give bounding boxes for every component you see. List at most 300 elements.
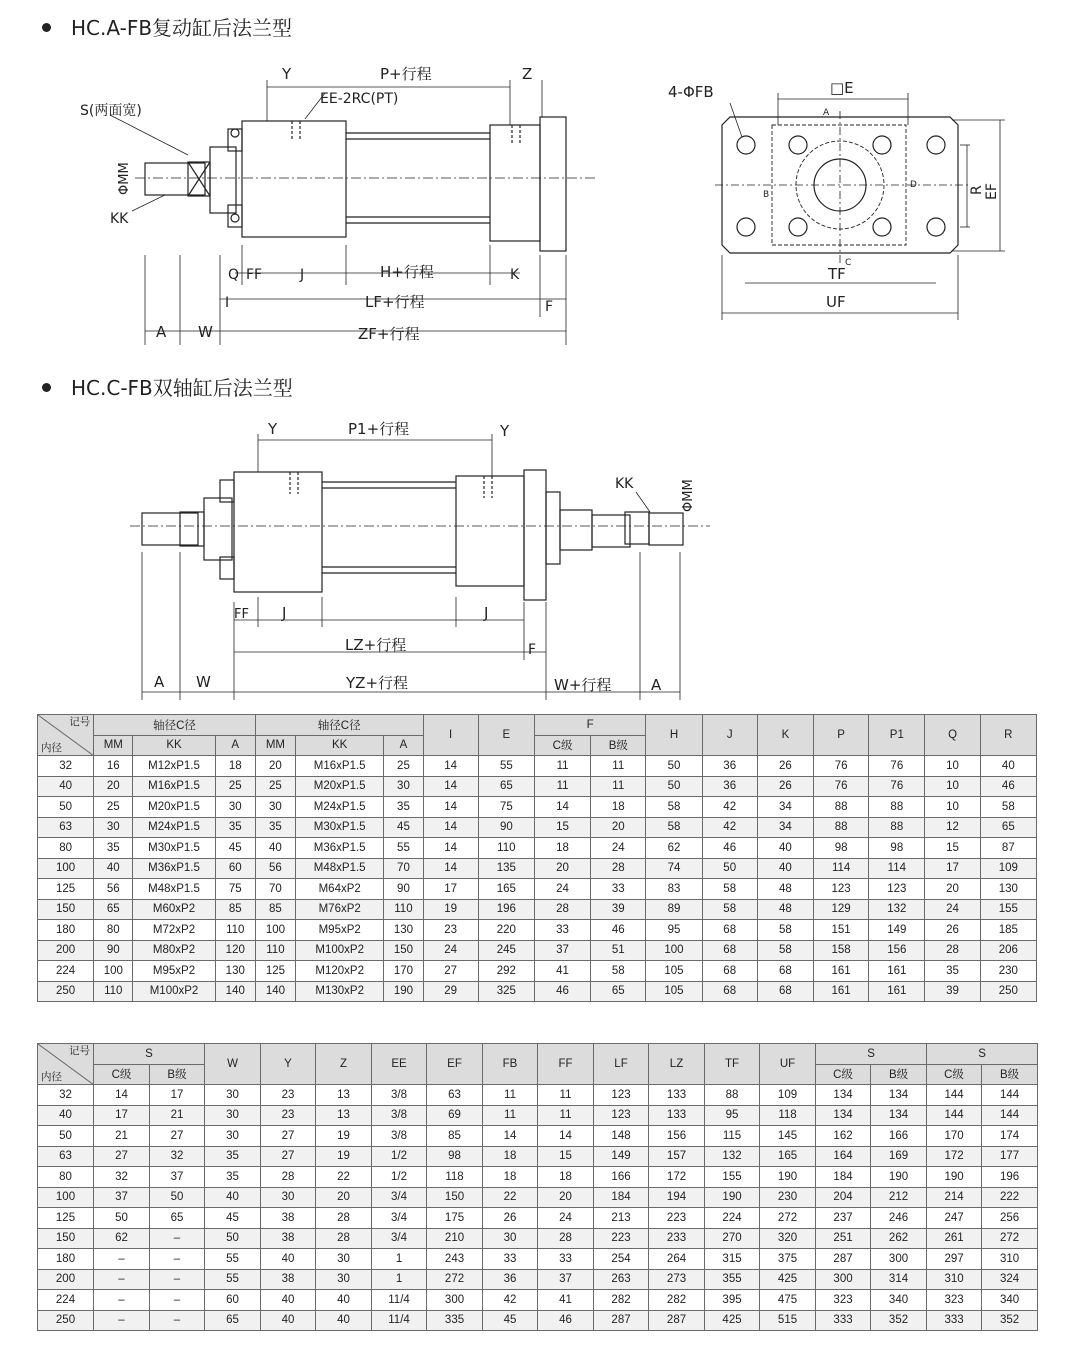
header-kk2: KK <box>296 735 384 756</box>
header-s2: S <box>816 1044 927 1065</box>
table-cell: 149 <box>594 1146 649 1167</box>
table-row <box>38 1167 1038 1188</box>
header-shaft-c2: 轴径C径 <box>255 715 423 736</box>
table-cell: 58 <box>702 899 757 920</box>
table-cell: 11 <box>483 1105 538 1126</box>
dim-ff: FF <box>246 267 263 283</box>
table-cell: M12xP1.5 <box>133 756 215 777</box>
port-a-label: A <box>823 108 830 118</box>
table-cell: – <box>94 1269 150 1290</box>
table-cell: 20 <box>538 1187 594 1208</box>
header-h: H <box>646 715 702 756</box>
table-cell: 11 <box>534 756 590 777</box>
table-cell: 35 <box>205 1167 261 1188</box>
table-cell: 87 <box>980 838 1036 859</box>
port-d-label: D <box>910 180 917 190</box>
table-cell: M76xP2 <box>296 899 384 920</box>
table-cell: 69 <box>427 1105 483 1126</box>
table-cell: 20 <box>316 1187 372 1208</box>
table-row <box>38 1187 1038 1208</box>
table-cell: 150 <box>38 899 94 920</box>
table-cell: M100xP2 <box>296 940 384 961</box>
table-cell: 30 <box>215 797 255 818</box>
table-cell: 110 <box>215 920 255 941</box>
table-cell: M80xP2 <box>133 940 215 961</box>
table-cell: 25 <box>255 776 295 797</box>
table-cell: 85 <box>255 899 295 920</box>
table-cell: 150 <box>427 1187 483 1208</box>
table-cell: 180 <box>38 1249 94 1270</box>
table-cell: 13 <box>316 1105 372 1126</box>
table-cell: 18 <box>483 1146 538 1167</box>
table-row <box>38 940 1037 961</box>
dim-yz: YZ+行程 <box>346 674 409 692</box>
table-cell: 37 <box>538 1269 594 1290</box>
table-2-body <box>38 1085 1038 1331</box>
table-cell: 14 <box>423 817 478 838</box>
table-cell: 38 <box>261 1228 316 1249</box>
table-cell: 11/4 <box>372 1310 427 1331</box>
header-s-c: C级 <box>94 1064 150 1085</box>
table-cell: 33 <box>591 879 646 900</box>
table-cell: 28 <box>925 940 980 961</box>
table-cell: 27 <box>94 1146 150 1167</box>
table-cell: 22 <box>483 1187 538 1208</box>
table-cell: 200 <box>38 1269 94 1290</box>
table-cell: 130 <box>215 961 255 982</box>
table-cell: 58 <box>757 940 813 961</box>
table-cell: 35 <box>925 961 980 982</box>
table-cell: 20 <box>591 817 646 838</box>
table-cell: 30 <box>205 1105 261 1126</box>
table-cell: 270 <box>705 1228 760 1249</box>
table-cell: 90 <box>478 817 534 838</box>
table-cell: 30 <box>94 817 133 838</box>
table-row <box>38 797 1037 818</box>
table-cell: 100 <box>646 940 702 961</box>
table-cell: 100 <box>94 961 133 982</box>
dim-lf: LF+行程 <box>365 293 425 311</box>
table-cell: 46 <box>702 838 757 859</box>
table-cell: 33 <box>538 1249 594 1270</box>
table-cell: 18 <box>538 1167 594 1188</box>
table-cell: 340 <box>871 1290 927 1311</box>
dim-mm: ΦMM <box>117 162 132 195</box>
table-cell: 196 <box>478 899 534 920</box>
dim-f: F <box>545 299 554 315</box>
table-cell: 333 <box>927 1310 982 1331</box>
table-row <box>38 1146 1038 1167</box>
dim-j-left: J <box>282 604 287 622</box>
dim-f: F <box>528 642 537 658</box>
table-row <box>38 1208 1038 1229</box>
table-cell: M24xP1.5 <box>133 817 215 838</box>
table-cell: 212 <box>871 1187 927 1208</box>
table-cell: 262 <box>871 1228 927 1249</box>
table-cell: 15 <box>534 817 590 838</box>
table-cell: 161 <box>869 981 925 1002</box>
table-cell: 120 <box>215 940 255 961</box>
table-cell: 3/8 <box>372 1085 427 1106</box>
dim-ee: EE-2RC(PT) <box>320 91 399 107</box>
table-cell: 144 <box>927 1105 982 1126</box>
table-cell: 74 <box>646 858 702 879</box>
table-cell: 395 <box>705 1290 760 1311</box>
table-cell: 28 <box>316 1228 372 1249</box>
header-s3-b: B级 <box>982 1064 1038 1085</box>
dimension-table-1 <box>37 714 1037 1002</box>
table-cell: 210 <box>427 1228 483 1249</box>
table-cell: – <box>150 1249 205 1270</box>
table-cell: 18 <box>534 838 590 859</box>
dim-mm: ΦMM <box>681 479 696 512</box>
table-cell: M95xP2 <box>133 961 215 982</box>
table-cell: 243 <box>427 1249 483 1270</box>
table-cell: 190 <box>760 1167 816 1188</box>
port-b-label: B <box>763 190 770 200</box>
table-cell: 165 <box>760 1146 816 1167</box>
table-cell: 88 <box>705 1085 760 1106</box>
table-cell: 133 <box>649 1085 705 1106</box>
table-cell: 45 <box>205 1208 261 1229</box>
dim-a-left: A <box>154 673 165 691</box>
dimension-table-2 <box>37 1043 1038 1331</box>
dim-ff: FF <box>234 607 249 622</box>
table-cell: 36 <box>483 1269 538 1290</box>
table-cell: 206 <box>980 940 1036 961</box>
table-cell: 245 <box>478 940 534 961</box>
table-cell: 48 <box>757 879 813 900</box>
table-cell: 300 <box>816 1269 871 1290</box>
table-cell: 88 <box>869 817 925 838</box>
header-r: R <box>980 715 1036 756</box>
dim-k: K <box>510 267 520 283</box>
table-cell: 10 <box>925 756 980 777</box>
dim-z: Z <box>522 65 533 83</box>
table-cell: 45 <box>215 838 255 859</box>
table-cell: 134 <box>871 1085 927 1106</box>
table-cell: – <box>94 1249 150 1270</box>
table-cell: 50 <box>702 858 757 879</box>
table-cell: 263 <box>594 1269 649 1290</box>
table-cell: 1 <box>372 1269 427 1290</box>
dim-j: J <box>300 267 305 283</box>
table-cell: 65 <box>205 1310 261 1331</box>
header-a2: A <box>384 735 423 756</box>
table-cell: 196 <box>982 1167 1038 1188</box>
table-cell: 58 <box>980 797 1036 818</box>
table-cell: 50 <box>646 776 702 797</box>
table-cell: 425 <box>760 1269 816 1290</box>
table-cell: 174 <box>982 1126 1038 1147</box>
table-cell: 250 <box>980 981 1036 1002</box>
header-f: F <box>534 715 645 736</box>
section-title-1 <box>42 12 292 41</box>
table-cell: 224 <box>38 1290 94 1311</box>
table-cell: 45 <box>384 817 423 838</box>
header-ef: EF <box>427 1044 483 1085</box>
table-row <box>38 1249 1038 1270</box>
table-cell: – <box>94 1290 150 1311</box>
table-cell: 75 <box>215 879 255 900</box>
table-cell: M16xP1.5 <box>133 776 215 797</box>
table-cell: 352 <box>871 1310 927 1331</box>
table-cell: 250 <box>38 1310 94 1331</box>
table-cell: 14 <box>534 797 590 818</box>
table-cell: 30 <box>384 776 423 797</box>
table-cell: 156 <box>649 1126 705 1147</box>
table-cell: 55 <box>478 756 534 777</box>
table-cell: 29 <box>423 981 478 1002</box>
table-cell: M36xP1.5 <box>296 838 384 859</box>
table-cell: 55 <box>205 1269 261 1290</box>
table-cell: 300 <box>427 1290 483 1311</box>
table-cell: 223 <box>649 1208 705 1229</box>
flange-end-view-drawing <box>660 75 1010 325</box>
table-cell: 40 <box>980 756 1036 777</box>
table-cell: 24 <box>423 940 478 961</box>
table-cell: 155 <box>980 899 1036 920</box>
table-cell: 35 <box>205 1146 261 1167</box>
table-cell: M36xP1.5 <box>133 858 215 879</box>
table-cell: 56 <box>94 879 133 900</box>
table-row <box>38 1105 1038 1126</box>
table-cell: 32 <box>38 1085 94 1106</box>
table-cell: 115 <box>705 1126 760 1147</box>
table-cell: 184 <box>816 1167 871 1188</box>
table-cell: 144 <box>982 1085 1038 1106</box>
table-cell: 150 <box>38 1228 94 1249</box>
table-cell: 132 <box>705 1146 760 1167</box>
table-cell: 88 <box>814 817 869 838</box>
table-cell: 315 <box>705 1249 760 1270</box>
table-cell: 50 <box>38 1126 94 1147</box>
table-row <box>38 1228 1038 1249</box>
dim-lz: LZ+行程 <box>345 636 407 654</box>
table-cell: 125 <box>38 1208 94 1229</box>
table-cell: 134 <box>816 1085 871 1106</box>
table-cell: 340 <box>982 1290 1038 1311</box>
table-cell: 273 <box>649 1269 705 1290</box>
table-cell: 76 <box>869 776 925 797</box>
table-cell: 20 <box>255 756 295 777</box>
header-e: E <box>478 715 534 756</box>
table-cell: 76 <box>814 756 869 777</box>
table-cell: 80 <box>38 1167 94 1188</box>
table-cell: 24 <box>534 879 590 900</box>
table-cell: 300 <box>871 1249 927 1270</box>
table-cell: 10 <box>925 797 980 818</box>
table-cell: M16xP1.5 <box>296 756 384 777</box>
table-cell: 109 <box>980 858 1036 879</box>
dim-zf: ZF+行程 <box>358 325 420 343</box>
dim-p1: P1+行程 <box>348 420 410 438</box>
table-cell: 110 <box>384 899 423 920</box>
table-cell: 19 <box>316 1146 372 1167</box>
table-cell: 39 <box>925 981 980 1002</box>
table-cell: – <box>94 1310 150 1331</box>
dim-kk: KK <box>110 211 129 227</box>
table-cell: 282 <box>649 1290 705 1311</box>
table-cell: – <box>150 1269 205 1290</box>
table-cell: 12 <box>925 817 980 838</box>
table-cell: 237 <box>816 1208 871 1229</box>
table-cell: 10 <box>925 776 980 797</box>
table-cell: 25 <box>384 756 423 777</box>
table-cell: 172 <box>927 1146 982 1167</box>
table-cell: 164 <box>816 1146 871 1167</box>
header-uf: UF <box>760 1044 816 1085</box>
table-cell: 39 <box>591 899 646 920</box>
table-row <box>38 776 1037 797</box>
dim-s: S(两面宽) <box>80 103 142 119</box>
table-cell: M30xP1.5 <box>296 817 384 838</box>
table-cell: 155 <box>705 1167 760 1188</box>
table-cell: 35 <box>215 817 255 838</box>
table-cell: 51 <box>591 940 646 961</box>
table-cell: M120xP2 <box>296 961 384 982</box>
table-cell: 27 <box>261 1126 316 1147</box>
table-cell: 287 <box>594 1310 649 1331</box>
table-cell: 50 <box>38 797 94 818</box>
port-c-label: C <box>845 258 852 268</box>
table-cell: 23 <box>423 920 478 941</box>
table-cell: 63 <box>38 1146 94 1167</box>
table-cell: 325 <box>478 981 534 1002</box>
table-cell: 213 <box>594 1208 649 1229</box>
table-cell: 166 <box>594 1167 649 1188</box>
table-cell: 32 <box>38 756 94 777</box>
table-cell: 68 <box>702 940 757 961</box>
table-cell: 90 <box>94 940 133 961</box>
header-i: I <box>423 715 478 756</box>
dim-p: P+行程 <box>380 65 432 83</box>
table-cell: 109 <box>760 1085 816 1106</box>
table-cell: 30 <box>261 1187 316 1208</box>
table-cell: 352 <box>982 1310 1038 1331</box>
table-cell: 28 <box>538 1228 594 1249</box>
header-lf: LF <box>594 1044 649 1085</box>
table-cell: 333 <box>816 1310 871 1331</box>
table-cell: 180 <box>38 920 94 941</box>
table-cell: 88 <box>869 797 925 818</box>
table-cell: 95 <box>705 1105 760 1126</box>
dim-ef: EF <box>984 183 1000 200</box>
table-cell: 65 <box>94 899 133 920</box>
table-cell: 80 <box>94 920 133 941</box>
table-cell: 40 <box>94 858 133 879</box>
header-kk: KK <box>133 735 215 756</box>
table-cell: M60xP2 <box>133 899 215 920</box>
corner-cell <box>38 1044 94 1085</box>
table-cell: 233 <box>649 1228 705 1249</box>
dim-w: W <box>198 323 213 341</box>
table-cell: M64xP2 <box>296 879 384 900</box>
table-cell: 30 <box>255 797 295 818</box>
table-cell: 40 <box>38 1105 94 1126</box>
table-cell: 144 <box>982 1105 1038 1126</box>
table-cell: 50 <box>205 1228 261 1249</box>
dim-w-left: W <box>196 673 211 691</box>
table-cell: 190 <box>927 1167 982 1188</box>
table-cell: 200 <box>38 940 94 961</box>
table-cell: 14 <box>423 797 478 818</box>
table-cell: 30 <box>205 1126 261 1147</box>
table-cell: – <box>150 1228 205 1249</box>
table-cell: 40 <box>757 858 813 879</box>
table-cell: 60 <box>205 1290 261 1311</box>
table-cell: 33 <box>534 920 590 941</box>
table-cell: 22 <box>316 1167 372 1188</box>
table-cell: 41 <box>538 1290 594 1311</box>
table-cell: 132 <box>869 899 925 920</box>
table-cell: 65 <box>980 817 1036 838</box>
table-cell: 20 <box>534 858 590 879</box>
table-cell: 3/4 <box>372 1187 427 1208</box>
dim-uf: UF <box>826 293 846 311</box>
table-cell: 35 <box>384 797 423 818</box>
table-cell: 34 <box>757 817 813 838</box>
table-cell: 157 <box>649 1146 705 1167</box>
table-cell: 98 <box>427 1146 483 1167</box>
table-cell: 48 <box>757 899 813 920</box>
table-cell: 170 <box>384 961 423 982</box>
table-cell: 194 <box>649 1187 705 1208</box>
table-cell: 50 <box>94 1208 150 1229</box>
table-cell: 323 <box>927 1290 982 1311</box>
table-cell: 161 <box>814 981 869 1002</box>
table-cell: 264 <box>649 1249 705 1270</box>
table-cell: 375 <box>760 1249 816 1270</box>
header-tf: TF <box>705 1044 760 1085</box>
table-cell: 42 <box>702 817 757 838</box>
table-cell: 14 <box>538 1126 594 1147</box>
table-cell: 220 <box>478 920 534 941</box>
table-cell: 230 <box>760 1187 816 1208</box>
table-cell: 45 <box>483 1310 538 1331</box>
table-cell: 63 <box>38 817 94 838</box>
table-cell: 261 <box>927 1228 982 1249</box>
table-cell: 13 <box>316 1085 372 1106</box>
table-cell: 149 <box>869 920 925 941</box>
table-cell: 158 <box>814 940 869 961</box>
table-cell: 19 <box>423 899 478 920</box>
table-cell: 55 <box>205 1249 261 1270</box>
dim-q: Q <box>228 267 240 283</box>
table-cell: 40 <box>316 1310 372 1331</box>
table-cell: 70 <box>255 879 295 900</box>
table-cell: 3/4 <box>372 1228 427 1249</box>
header-s3: S <box>927 1044 1038 1065</box>
table-cell: 28 <box>316 1208 372 1229</box>
double-rod-cylinder-drawing <box>120 412 710 707</box>
table-cell: 46 <box>591 920 646 941</box>
table-cell: 14 <box>423 838 478 859</box>
table-cell: 272 <box>760 1208 816 1229</box>
table-cell: 25 <box>215 776 255 797</box>
table-cell: 37 <box>150 1167 205 1188</box>
table-cell: 15 <box>538 1146 594 1167</box>
table-cell: 1/2 <box>372 1146 427 1167</box>
table-cell: 125 <box>38 879 94 900</box>
header-s-b: B级 <box>150 1064 205 1085</box>
header-shaft-c: 轴径C径 <box>94 715 256 736</box>
table-row <box>38 981 1037 1002</box>
bullet-icon <box>42 23 51 32</box>
dim-r: R <box>969 185 985 195</box>
dim-tf: TF <box>828 265 846 283</box>
table-cell: 30 <box>316 1249 372 1270</box>
